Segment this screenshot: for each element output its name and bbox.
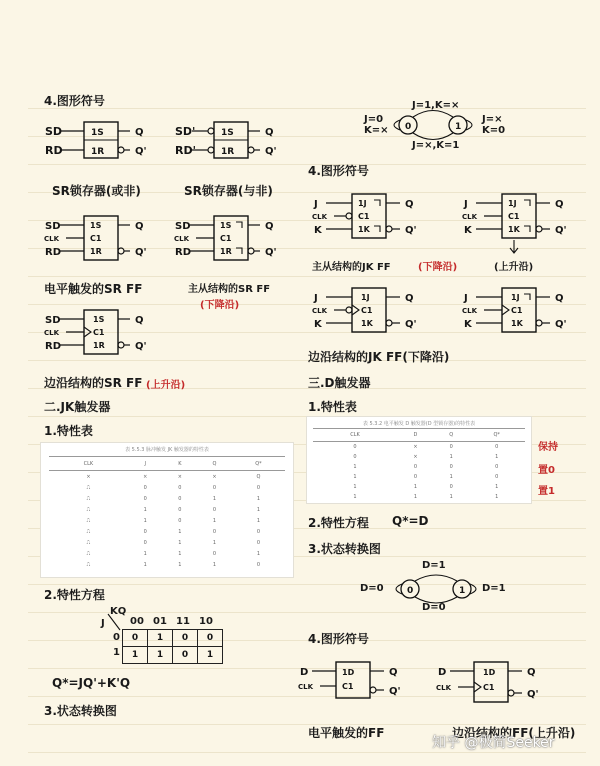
table-cell: 0 [143,539,147,546]
table-cell: 1 [212,561,217,568]
table-row [49,548,285,559]
edge-jk-j: J [314,293,318,304]
sr-nor-box1: 1S [91,128,104,138]
ms-jk-j: J [314,199,318,210]
table-header-cell: CLK [49,457,128,471]
level-d-qn: Q' [389,686,401,697]
kmap-row-0-label: 0 [113,632,120,643]
table-cell: 1 [178,528,182,535]
table-cell: 0 [143,528,147,535]
caption-ms-jk: 主从结构的JK FF [312,262,391,273]
edge-jk2-qn: Q' [555,319,567,330]
ms-jk2-k: K [464,225,472,236]
d-state-bottom: D=0 [422,602,446,613]
table-cell: 1 [143,561,147,568]
level-sr-qn: Q' [135,247,147,258]
caption-sr-nor: SR锁存器(或非) [52,184,141,198]
table-cell: 0 [178,495,182,502]
table-cell: ⎍ [86,506,91,513]
jk-state-bottom: J=×,K=1 [412,140,460,151]
edge-jk2-j: J [464,293,468,304]
table-cell: 0 [212,528,217,535]
table-cell: 0 [495,444,499,450]
table-row [313,482,525,492]
table-cell: 1 [449,454,453,460]
caption-edge-jk: 边沿结构的JK FF(下降沿) [308,350,450,364]
edge-d-d: D [438,667,447,678]
edge-sr-b1: 1S [93,315,105,324]
d-self-0: D=0 [360,583,384,594]
table-cell: ⎍ [86,495,91,502]
table-cell: 1 [212,517,217,524]
heading-jk-state: 3.状态转换图 [44,704,117,718]
table-cell: 1 [178,550,182,557]
table-header-cell: CLK [313,429,397,442]
edge-jk2-q: Q [555,293,564,304]
level-d-clk: CLK [298,683,314,691]
ms-jk2-qn: Q' [555,225,567,236]
jk-table [49,456,285,570]
table-cell: 0 [212,506,217,513]
edge-jk-b2: C1 [361,306,373,315]
table-cell: 0 [353,444,357,450]
d-table-caption: 表 5.3.2 电平触发 D 触发器(D 型锁存器)的特性表 [362,421,476,427]
kmap-cell: 0 [173,647,198,664]
table-cell: ⎍ [86,550,91,557]
heading-d-char-eq: 2.特性方程 [308,516,369,530]
table-cell: ⎍ [86,528,91,535]
ms-jk-b2: C1 [358,212,370,221]
sr-nor-r-label: RD [45,144,63,157]
jk-table-caption: 表 5.5.3 脉冲触发 JK 触发器的特性表 [125,447,209,453]
d-table [313,428,525,502]
edge-sr-ff-symbol [44,306,164,362]
table-cell: 1 [353,464,357,470]
table-header-cell: Q [197,457,232,471]
table-cell: 1 [256,550,261,557]
table-cell: × [177,473,182,480]
table-cell: 1 [256,517,261,524]
kmap-cell: 1 [123,647,148,664]
kmap-col-1: 01 [153,616,167,627]
table-cell: 1 [178,561,182,568]
heading-jk-ff: 二.JK触发器 [44,400,111,414]
edge-d-q: Q [527,667,536,678]
table-row [49,504,285,515]
caption-ms-jk-2: (上升沿) [494,262,534,273]
edge-jk-b3: 1K [361,319,373,328]
sr-nor-qn-label: Q' [135,146,147,157]
sr-nor-s-label: SD [45,125,63,138]
d-state-0: 0 [407,586,414,596]
table-header-cell: Q* [232,457,285,471]
table-row [313,492,525,502]
kmap-row-1-label: 1 [113,647,120,658]
kmap-col-3: 10 [199,616,213,627]
watermark: 知乎 @极简Seeker [432,735,555,751]
table-header-cell: K [163,457,198,471]
ms-jk2-j: J [464,199,468,210]
table-row [313,472,525,482]
edge-d-ff-symbol [436,658,561,708]
ms-sr-clk: CLK [174,235,190,243]
edge-d-b2: C1 [483,683,495,692]
jk-state-0: 0 [405,122,412,132]
table-cell: 1 [143,517,147,524]
ms-sr-q: Q [265,221,274,232]
ms-sr-ff-symbol [174,212,294,268]
sr-nor-latch-symbol [44,118,164,166]
ms-sr-b1: 1S [220,221,232,230]
table-cell: 1 [212,495,217,502]
table-cell: 1 [495,454,499,460]
edge-jk2-k: K [464,319,472,330]
table-cell: × [86,473,91,480]
table-cell: 0 [178,517,182,524]
edge-jk2-b3: 1K [511,319,523,328]
kmap-cell: 0 [173,630,198,647]
table-cell: 1 [143,550,147,557]
table-row [313,462,525,472]
table-cell: × [413,454,418,460]
table-cell: 1 [353,474,357,480]
edge-jk-ff-symbol-2 [462,284,587,338]
level-sr-clk: CLK [44,235,60,243]
table-cell: 1 [495,494,499,500]
ms-jk2-q: Q [555,199,564,210]
level-sr-q: Q [135,221,144,232]
table-cell: 0 [256,539,261,546]
caption-level-d: 电平触发的FF [308,726,385,740]
level-d-ff-symbol [298,658,423,704]
table-cell: 1 [212,539,217,546]
table-row [49,526,285,537]
sr-nand-box1: 1S [221,128,234,138]
table-cell: ⎍ [86,539,91,546]
ms-jk-clk: CLK [312,213,328,221]
heading-jk-char-table: 1.特性表 [44,424,93,438]
jk-self-0: J=0 K=× [364,114,389,136]
edge-sr-clk: CLK [44,329,60,337]
table-cell: 1 [353,494,357,500]
caption-level-sr: 电平触发的SR FF [44,282,143,296]
sr-nand-q-label: Q [265,127,274,138]
table-cell: 0 [353,454,357,460]
table-cell: 1 [143,506,147,513]
ms-jk-ff-symbol-2 [462,190,587,258]
sr-nand-latch-symbol [174,118,294,166]
caption-edge-d: 边沿结构的FF(上升沿) [452,726,576,740]
caption-ms-sr: 主从结构的SR FF [188,284,271,295]
kmap-row-var: J [101,618,105,629]
ms-jk2-b3: 1K [508,225,520,234]
kmap-cell: 1 [148,630,173,647]
jk-state-1: 1 [455,122,462,132]
table-cell: 0 [178,484,182,491]
kmap-cell: 0 [123,630,148,647]
table-cell: 0 [143,484,147,491]
heading-d-state: 3.状态转换图 [308,542,381,556]
sr-nor-box2: 1R [91,147,105,157]
level-sr-b3: 1R [90,247,102,256]
table-row [49,515,285,526]
ms-jk-k: K [314,225,322,236]
heading-jk-char-eq: 2.特性方程 [44,588,105,602]
table-cell: 0 [449,464,453,470]
ms-sr-r: RD [175,247,192,258]
caption-edge-sr: 边沿结构的SR FF [44,376,143,390]
edge-sr-r: RD [45,341,62,352]
sr-nor-q-label: Q [135,127,144,138]
kmap-col-2: 11 [176,616,190,627]
table-cell: 0 [495,464,499,470]
table-cell: × [212,473,217,480]
ms-jk2-b2: C1 [508,212,520,221]
table-row [49,537,285,548]
edge-sr-q: Q [135,315,144,326]
table-cell: 0 [495,474,499,480]
d-char-table-image [306,416,532,504]
jk-char-table-image [40,442,294,578]
edge-sr-b3: 1R [93,341,105,350]
edge-jk2-b2: C1 [511,306,523,315]
edge-d-qn: Q' [527,689,539,700]
level-d-q: Q [389,667,398,678]
level-sr-ff-symbol [44,212,164,268]
edge-sr-qn: Q' [135,341,147,352]
sr-nand-r-label: RD' [175,144,196,157]
table-cell: 0 [178,506,182,513]
heading-right-graphic-symbol: 4.图形符号 [308,164,369,178]
table-header-cell: Q [434,429,469,442]
table-cell: 0 [212,484,217,491]
table-cell: 1 [413,494,418,500]
heading-d-ff: 三.D触发器 [308,376,371,390]
table-cell: 0 [413,464,418,470]
table-header-cell: J [128,457,163,471]
table-cell: × [143,473,148,480]
level-sr-s: SD [45,221,61,232]
level-d-b1: 1D [342,668,355,677]
edge-jk-ff-symbol [312,284,437,338]
d-note-reset: 置0 [538,465,555,476]
table-header-cell: D [397,429,434,442]
table-cell: Q [256,473,261,480]
kmap-cell: 1 [148,647,173,664]
table-cell: ⎍ [86,517,91,524]
table-cell: 1 [256,506,261,513]
kmap-grid [122,629,223,664]
table-header-cell: Q* [468,429,525,442]
d-self-1: D=1 [482,583,506,594]
table-row [313,442,525,453]
table-cell: 1 [178,539,182,546]
table-cell: 0 [212,550,217,557]
table-cell: ⎍ [86,484,91,491]
d-state-1: 1 [459,586,466,596]
table-cell: 1 [353,484,357,490]
level-d-d: D [300,667,309,678]
edge-sr-s: SD [45,315,61,326]
heading-d-char-table: 1.特性表 [308,400,357,414]
d-equation: Q*=D [392,514,429,528]
table-cell: 0 [256,484,261,491]
ms-jk-q: Q [405,199,414,210]
ms-sr-b3: 1R [220,247,232,256]
kmap-diagonal [106,612,122,632]
sr-nand-s-label: SD' [175,125,196,138]
jk-state-top: J=1,K=× [412,100,460,111]
table-row [49,482,285,493]
level-sr-r: RD [45,247,62,258]
ms-jk-b3: 1K [358,225,370,234]
heading-graphic-symbol: 4.图形符号 [44,94,105,108]
d-note-set: 置1 [538,486,555,497]
table-cell: 1 [449,494,453,500]
table-row [49,559,285,570]
ms-jk-qn: Q' [405,225,417,236]
sr-nand-qn-label: Q' [265,146,277,157]
level-sr-b1: 1S [90,221,102,230]
table-cell: 1 [449,474,453,480]
ms-jk2-b1: 1J [508,199,517,208]
jk-equation: Q*=JQ'+K'Q [52,676,131,690]
heading-d-graphic: 4.图形符号 [308,632,369,646]
table-row [313,452,525,462]
kmap-cell: 0 [198,630,223,647]
ms-jk-b1: 1J [358,199,367,208]
ms-jk2-clk: CLK [462,213,478,221]
caption-sr-nand: SR锁存器(与非) [184,184,273,198]
sr-nand-box2: 1R [221,147,235,157]
table-cell: 1 [256,495,261,502]
edge-jk2-clk: CLK [462,307,478,315]
table-cell: 0 [143,495,147,502]
table-cell: × [413,444,418,450]
ms-sr-qn: Q' [265,247,277,258]
edge-d-b1: 1D [483,668,496,677]
table-row [49,471,285,483]
table-cell: 0 [413,474,418,480]
ms-sr-b2: C1 [220,234,232,243]
edge-jk-q: Q [405,293,414,304]
table-cell: 1 [495,484,499,490]
level-sr-b2: C1 [90,234,102,243]
edge-jk-b1: 1J [361,293,370,302]
edge-jk-clk: CLK [312,307,328,315]
edge-jk-qn: Q' [405,319,417,330]
d-state-top: D=1 [422,560,446,571]
table-row [49,493,285,504]
table-cell: 0 [256,561,261,568]
kmap-corner: KQ [110,606,127,617]
kmap-cell: 1 [198,647,223,664]
note-ms-jk: (下降沿) [418,262,458,273]
ms-jk-ff-symbol [312,190,437,244]
note-edge-sr: (上升沿) [146,380,186,391]
table-cell: 0 [449,484,453,490]
edge-jk2-b1: 1J [511,293,520,302]
kmap-col-0: 00 [130,616,144,627]
table-cell: ⎍ [86,561,91,568]
edge-sr-b2: C1 [93,328,105,337]
table-cell: 0 [256,528,261,535]
ms-sr-s: SD [175,221,191,232]
edge-jk-k: K [314,319,322,330]
level-d-b2: C1 [342,682,354,691]
jk-self-1: J=× K=0 [482,114,506,136]
edge-d-clk: CLK [436,684,452,692]
table-cell: 0 [449,444,453,450]
d-note-hold: 保持 [538,442,558,453]
note-ms-sr: (下降沿) [200,300,240,311]
table-cell: 1 [413,484,418,490]
